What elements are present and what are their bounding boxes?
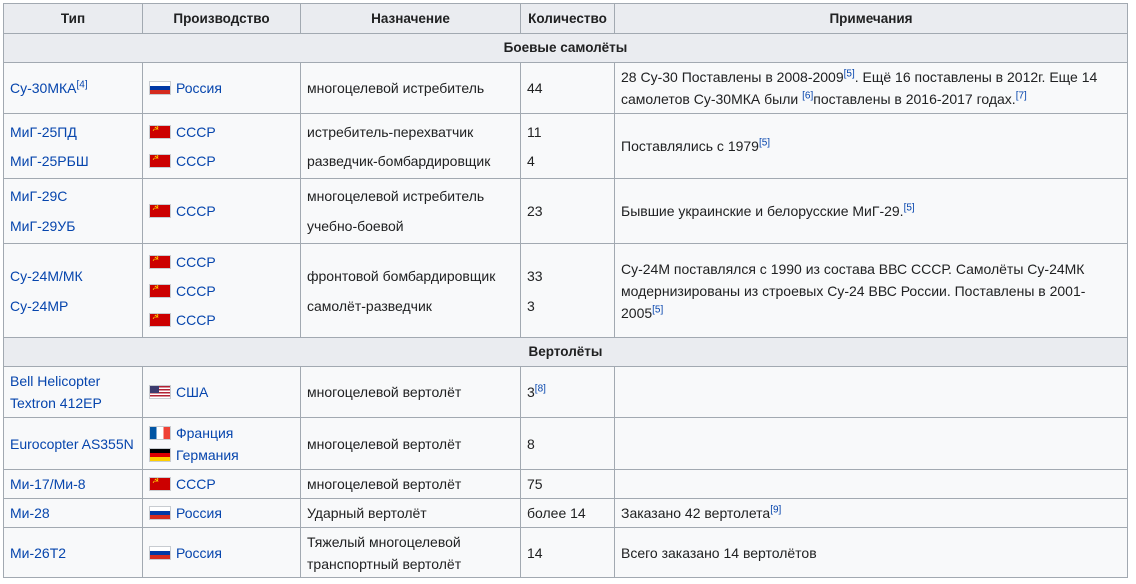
reference[interactable]: [8]	[534, 383, 546, 395]
country-link[interactable]: СССР	[176, 282, 216, 299]
country-link[interactable]: Германия	[176, 446, 239, 463]
ussr-flag-icon	[149, 204, 171, 218]
country-link[interactable]: СССР	[176, 476, 216, 492]
type-link[interactable]: Су-30МКА	[10, 80, 77, 96]
type-link[interactable]: Ми-28	[10, 505, 50, 521]
ussr-flag-icon	[149, 154, 171, 168]
header-quantity[interactable]: Количество	[521, 4, 615, 34]
purpose-cell	[301, 244, 521, 338]
purpose-cell: многоцелевой вертолёт	[301, 470, 521, 499]
ussr-flag-icon	[149, 477, 171, 491]
production-cell	[143, 179, 301, 244]
type-cell	[4, 418, 143, 470]
type-cell	[4, 499, 143, 528]
type-cell	[4, 114, 143, 179]
russia-flag-icon	[149, 546, 171, 560]
type-link[interactable]: Eurocopter AS355N	[10, 435, 134, 452]
header-type[interactable]: Тип	[4, 4, 143, 34]
table-row	[4, 499, 1128, 528]
country-link[interactable]: СССР	[176, 253, 216, 270]
note-text: . Ещё 16 поставлены в 2012г. Еще 14 самолетов Су-30МКА были	[621, 69, 1098, 107]
country-link[interactable]: СССР	[176, 311, 216, 328]
type-link[interactable]: Су-24МР	[10, 297, 69, 314]
type-cell	[4, 244, 143, 338]
table-row	[4, 418, 1128, 470]
note-text: 28 Су-30 Поставлены в 2008-2009	[621, 69, 844, 85]
quantity-cell	[521, 114, 615, 179]
ussr-flag-icon	[149, 255, 171, 269]
ussr-flag-icon	[149, 313, 171, 327]
quantity-text: 3	[527, 384, 535, 400]
notes-cell	[615, 367, 1128, 418]
aircraft-table	[3, 3, 1128, 578]
reference[interactable]: [5]	[758, 137, 771, 149]
section-helicopters: Вертолёты	[4, 338, 1128, 367]
france-flag-icon	[149, 426, 171, 440]
reference[interactable]: [5]	[903, 202, 915, 214]
note-text: Су-24М поставлялся с 1990 из состава ВВС СССР. Самолёты Су-24МК модернизированы из строевых Су-24 ВВС России. Поставлены в 2001-2005	[621, 260, 1086, 321]
type-cell	[4, 470, 143, 499]
notes-cell	[615, 244, 1128, 338]
purpose-cell: многоцелевой истребитель	[301, 63, 521, 114]
quantity-text: 4	[527, 152, 535, 169]
table-row	[4, 470, 1128, 499]
country-link[interactable]: СССР	[176, 203, 216, 219]
table-row	[4, 528, 1128, 578]
production-cell	[143, 470, 301, 499]
notes-cell	[615, 63, 1128, 114]
type-cell	[4, 179, 143, 244]
production-cell	[143, 528, 301, 578]
table-row	[4, 367, 1128, 418]
purpose-text: учебно-боевой	[307, 218, 404, 234]
purpose-cell: многоцелевой вертолёт	[301, 418, 521, 470]
quantity-cell: 23	[521, 179, 615, 244]
notes-cell	[615, 114, 1128, 179]
purpose-text: самолёт-разведчик	[307, 297, 432, 314]
country-link[interactable]: СССР	[176, 123, 216, 140]
table-row	[4, 63, 1128, 114]
header-purpose[interactable]: Назначение	[301, 4, 521, 34]
reference[interactable]: [9]	[770, 504, 782, 516]
type-cell	[4, 367, 143, 418]
germany-flag-icon	[149, 448, 171, 462]
quantity-text: 33	[527, 267, 543, 284]
quantity-cell: 44	[521, 63, 615, 114]
usa-flag-icon	[149, 385, 171, 399]
header-notes[interactable]: Примечания	[615, 4, 1128, 34]
quantity-cell: более 14	[521, 499, 615, 528]
quantity-cell: 75	[521, 470, 615, 499]
header-production[interactable]: Производство	[143, 4, 301, 34]
purpose-text: истребитель-перехватчик	[307, 123, 474, 140]
country-link[interactable]: СССР	[176, 152, 216, 169]
type-link[interactable]: МиГ-29УБ	[10, 218, 76, 234]
purpose-text: многоцелевой истребитель	[307, 188, 485, 204]
section-row	[4, 338, 1128, 367]
purpose-cell	[301, 179, 521, 244]
purpose-text: фронтовой бомбардировщик	[307, 267, 496, 284]
purpose-text: разведчик-бомбардировщик	[307, 152, 491, 169]
type-link[interactable]: Ми-17/Ми-8	[10, 476, 86, 492]
country-link[interactable]: Франция	[176, 424, 234, 441]
note-text: Заказано 42 вертолета	[621, 505, 771, 521]
type-cell	[4, 528, 143, 578]
production-cell	[143, 418, 301, 470]
type-cell	[4, 63, 143, 114]
table-row	[4, 244, 1128, 338]
quantity-cell	[521, 244, 615, 338]
table-row	[4, 114, 1128, 179]
russia-flag-icon	[149, 506, 171, 520]
reference[interactable]: [6]	[802, 90, 814, 102]
type-link[interactable]: Textron 412EP	[10, 395, 102, 411]
section-row	[4, 34, 1128, 63]
type-link[interactable]: Су-24М/МК	[10, 267, 83, 284]
country-link[interactable]: США	[176, 384, 209, 400]
country-link[interactable]: Россия	[176, 505, 222, 521]
type-link[interactable]: МиГ-29С	[10, 188, 68, 204]
table-row	[4, 179, 1128, 244]
russia-flag-icon	[149, 81, 171, 95]
note-text: Поставлялись с 1979	[621, 138, 759, 154]
header-row	[4, 4, 1128, 34]
ussr-flag-icon	[149, 284, 171, 298]
note-text: Бывшие украинские и белорусские МиГ-29.	[621, 203, 904, 219]
note-text: поставлены в 2016-2017 годах.	[813, 91, 1016, 107]
reference[interactable]: [7]	[1015, 90, 1027, 102]
ussr-flag-icon	[149, 125, 171, 139]
type-link[interactable]: МиГ-25РБШ	[10, 152, 89, 169]
purpose-text: Тяжелый многоцелевой	[307, 533, 461, 550]
quantity-cell: 14	[521, 528, 615, 578]
purpose-text: транспортный вертолёт	[307, 555, 462, 572]
reference[interactable]: [5]	[652, 303, 664, 315]
section-combat-aircraft: Боевые самолёты	[4, 34, 1128, 63]
country-link[interactable]: Россия	[176, 80, 222, 96]
quantity-cell: 8	[521, 418, 615, 470]
type-link[interactable]: МиГ-25ПД	[10, 123, 77, 140]
type-link[interactable]: Ми-26Т2	[10, 544, 67, 561]
quantity-cell	[521, 367, 615, 418]
purpose-cell	[301, 528, 521, 578]
notes-cell	[615, 418, 1128, 470]
production-cell	[143, 499, 301, 528]
notes-cell	[615, 499, 1128, 528]
notes-cell	[615, 179, 1128, 244]
country-link[interactable]: Россия	[176, 544, 222, 561]
purpose-cell	[301, 114, 521, 179]
production-cell	[143, 367, 301, 418]
type-link[interactable]: Bell Helicopter	[10, 373, 101, 389]
reference[interactable]: [4]	[76, 79, 88, 91]
reference[interactable]: [5]	[843, 68, 855, 80]
notes-cell	[615, 470, 1128, 499]
notes-cell: Всего заказано 14 вертолётов	[615, 528, 1128, 578]
production-cell	[143, 114, 301, 179]
quantity-text: 3	[527, 297, 535, 314]
purpose-cell: многоцелевой вертолёт	[301, 367, 521, 418]
production-cell	[143, 63, 301, 114]
production-cell	[143, 244, 301, 338]
quantity-text: 11	[527, 123, 542, 140]
purpose-cell: Ударный вертолёт	[301, 499, 521, 528]
